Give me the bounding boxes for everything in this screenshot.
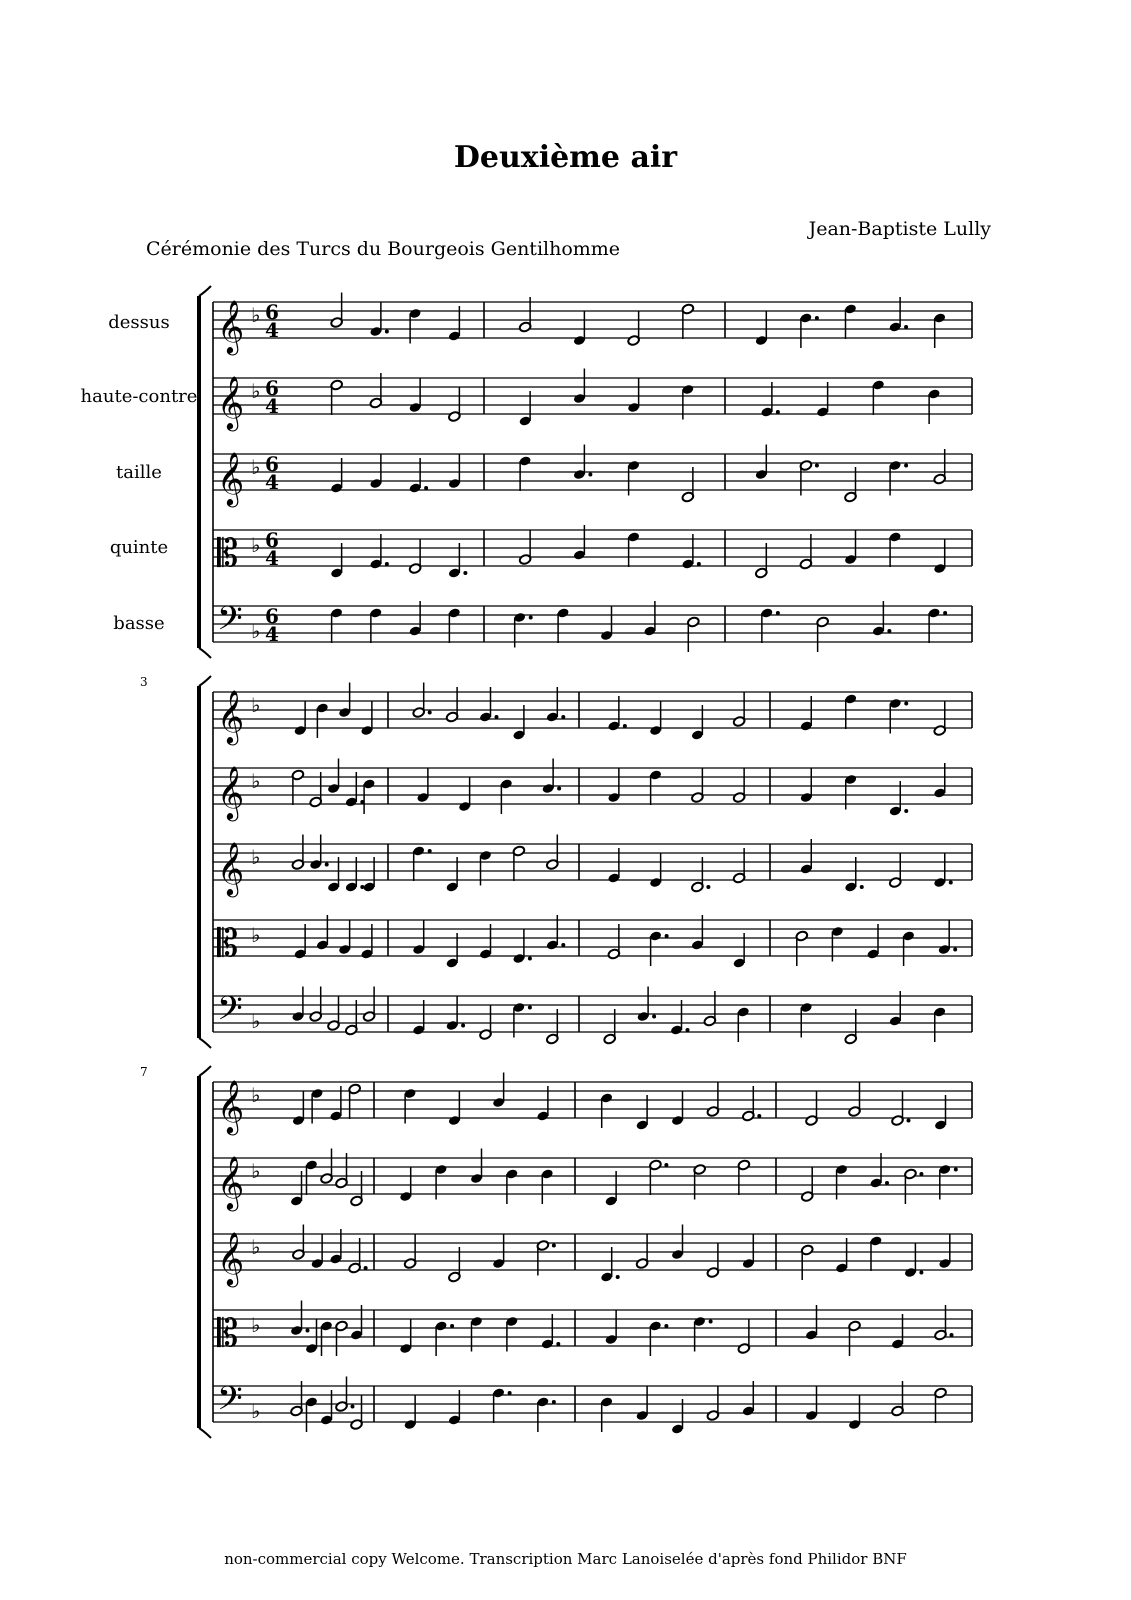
augmentation-dot [461,1024,465,1028]
time-signature-top: 6 [265,604,279,628]
augmentation-dot [552,1400,556,1404]
augmentation-dot [325,863,329,867]
augmentation-dot [949,881,953,885]
augmentation-dot [364,1266,368,1270]
key-signature-flat: ♭ [251,303,261,327]
clef-symbol: 𝄞 [217,765,245,819]
augmentation-dot [664,1324,668,1328]
time-signature-top: 6 [265,376,279,400]
time-signature-bottom: 4 [265,470,279,494]
key-signature-flat: ♭ [251,455,261,479]
augmentation-dot [495,715,499,719]
augmentation-dot [561,715,565,719]
augmentation-dot [919,1172,923,1176]
instrument-label-basse: basse [113,613,165,634]
augmentation-dot [686,1028,690,1032]
augmentation-dot [616,1275,620,1279]
augmentation-dot [919,1271,923,1275]
key-signature-flat: ♭ [251,619,261,643]
key-signature-flat: ♭ [251,693,261,717]
clef-symbol: 𝄢 [217,600,243,646]
augmentation-dot [757,1114,761,1118]
augmentation-dot [561,943,565,947]
augmentation-dot [706,885,710,889]
bracket-bottom [199,1428,211,1438]
augmentation-dot [528,1006,532,1010]
augmentation-dot [664,1163,668,1167]
subtitle: Cérémonie des Turcs du Bourgeois Gentilhomme [146,238,621,260]
augmentation-dot [450,1324,454,1328]
key-signature-flat: ♭ [251,1313,261,1337]
clef-symbol: 𝄡 [217,531,239,575]
measure-number-3: 3 [140,675,148,689]
augmentation-dot [954,1168,958,1172]
augmentation-dot [508,1391,512,1395]
clef-symbol: 𝄞 [217,1079,245,1133]
bracket-bottom [199,1038,211,1048]
composer: Jean-Baptiste Lully [808,218,991,240]
key-signature-flat: ♭ [251,1009,261,1033]
key-signature-flat: ♭ [251,533,261,557]
augmentation-dot [428,849,432,853]
augmentation-dot [943,611,947,615]
augmentation-dot [776,611,780,615]
augmentation-dot [887,629,891,633]
augmentation-dot [665,934,669,938]
time-signature-top: 6 [265,300,279,324]
time-signature-top: 6 [265,452,279,476]
augmentation-dot [424,486,428,490]
augmentation-dot [556,1342,560,1346]
clef-symbol: 𝄞 [217,375,245,429]
time-signature-bottom: 4 [265,546,279,570]
augmentation-dot [623,724,627,728]
time-signature-bottom: 4 [265,622,279,646]
footer-note: non-commercial copy Welcome. Transcription Marc Lanoiselée d'après fond Philidor BNF [224,1550,907,1568]
clef-symbol: 𝄢 [217,990,243,1036]
clef-symbol: 𝄞 [217,1155,245,1209]
augmentation-dot [428,711,432,715]
clef-symbol: 𝄞 [217,299,245,353]
instrument-label-haute-contre: haute-contre [80,386,198,407]
augmentation-dot [306,1329,310,1333]
key-signature-flat: ♭ [251,379,261,403]
key-signature-flat: ♭ [251,1159,261,1183]
bracket-top [199,676,211,686]
augmentation-dot [815,316,819,320]
clef-symbol: 𝄞 [217,689,245,743]
augmentation-dot [385,562,389,566]
augmentation-dot [385,330,389,334]
time-signature-bottom: 4 [265,318,279,342]
clef-symbol: 𝄞 [217,451,245,505]
augmentation-dot [776,410,780,414]
score-title: Deuxième air [453,140,678,175]
bracket-bottom [199,648,211,658]
key-signature-flat: ♭ [251,1083,261,1107]
bracket-top [199,1066,211,1076]
time-signature-bottom: 4 [265,394,279,418]
augmentation-dot [709,1320,713,1324]
augmentation-dot [815,464,819,468]
key-signature-flat: ♭ [251,769,261,793]
clef-symbol: 𝄢 [217,1380,243,1426]
augmentation-dot [953,948,957,952]
augmentation-dot [463,571,467,575]
clef-symbol: 𝄞 [217,841,245,895]
clef-symbol: 𝄞 [217,1231,245,1285]
key-signature-flat: ♭ [251,1235,261,1259]
augmentation-dot [557,787,561,791]
instrument-label-quinte: quinte [109,537,169,558]
augmentation-dot [950,1333,954,1337]
augmentation-dot [360,885,364,889]
augmentation-dot [907,1119,911,1123]
augmentation-dot [697,562,701,566]
augmentation-dot [860,885,864,889]
augmentation-dot [552,1244,556,1248]
augmentation-dot [588,473,592,477]
key-signature-flat: ♭ [251,845,261,869]
augmentation-dot [904,702,908,706]
augmentation-dot [904,325,908,329]
augmentation-dot [904,809,908,813]
augmentation-dot [652,1015,656,1019]
augmentation-dot [528,957,532,961]
key-signature-flat: ♭ [251,1399,261,1423]
clef-symbol: 𝄡 [217,921,239,965]
instrument-label-dessus: dessus [108,312,170,333]
clef-symbol: 𝄡 [217,1311,239,1355]
augmentation-dot [351,1405,355,1409]
measure-number-7: 7 [140,1065,148,1079]
augmentation-dot [904,464,908,468]
augmentation-dot [529,616,533,620]
key-signature-flat: ♭ [251,923,261,947]
augmentation-dot [885,1181,889,1185]
bracket-top [199,286,211,296]
time-signature-top: 6 [265,528,279,552]
instrument-label-taille: taille [116,462,162,483]
